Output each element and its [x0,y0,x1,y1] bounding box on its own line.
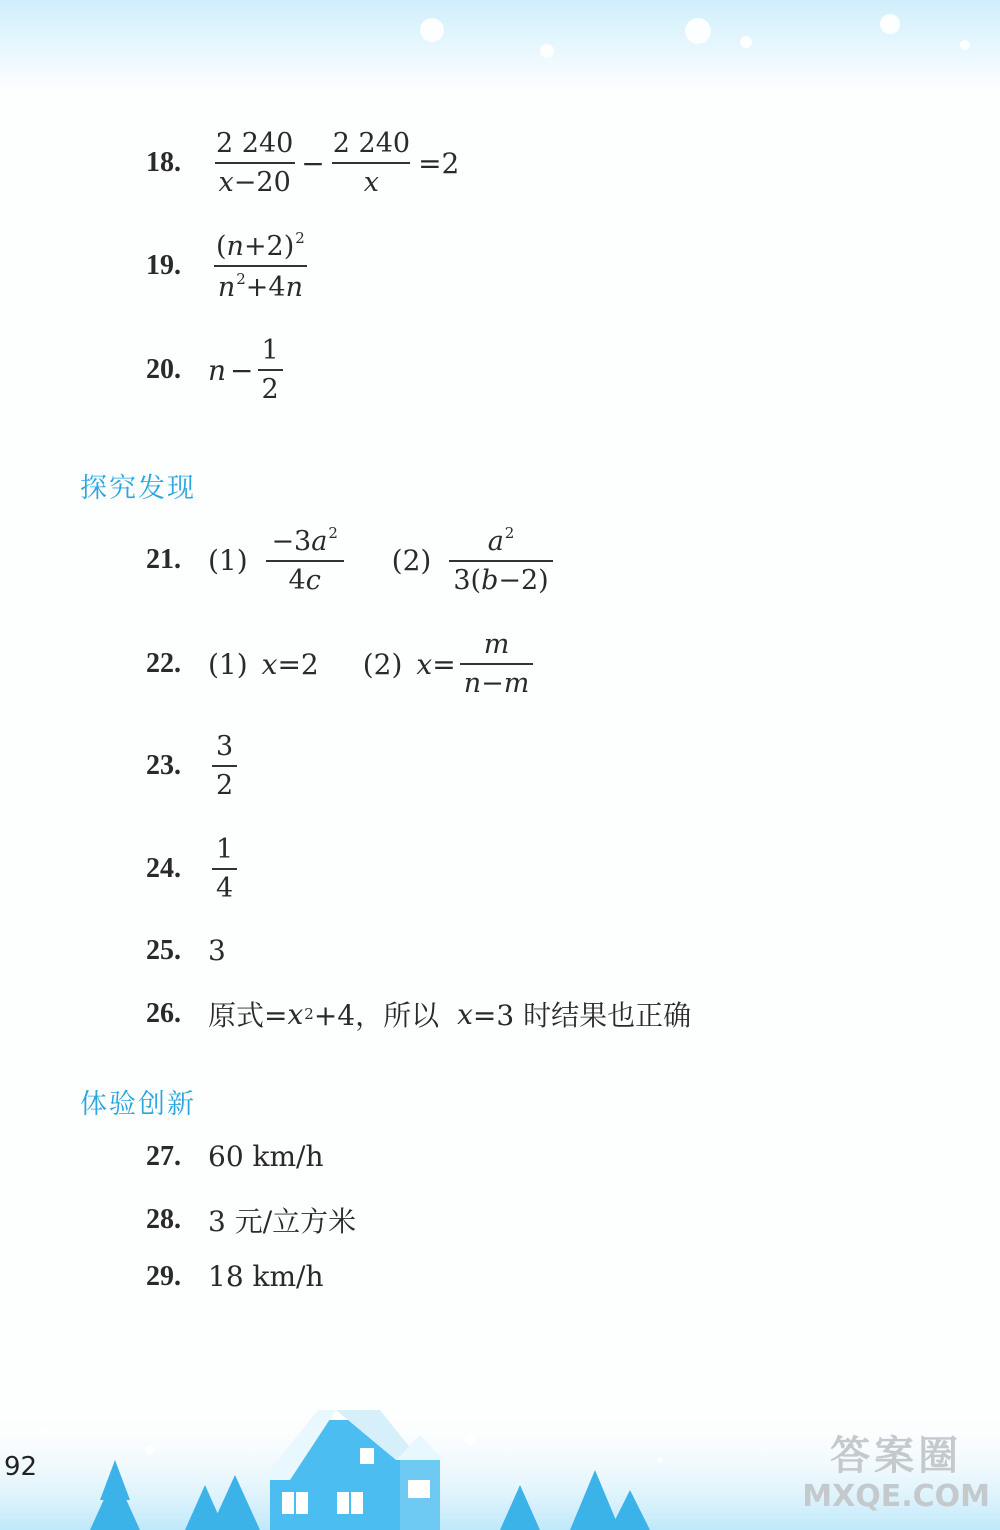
fraction [266,526,344,594]
watermark-logo [802,1433,990,1514]
fraction [460,631,534,697]
exponent: 2 [504,524,515,542]
fraction [212,836,237,902]
question-number: 29. [146,1260,181,1292]
operator: − [230,353,254,387]
variable: a [487,526,504,557]
answer-text: +4，所以 [313,999,440,1032]
answer-text: 原式= [208,999,288,1032]
answer-text: 3 [208,934,226,967]
snowflake-decoration [960,40,970,50]
variable: a [311,526,328,557]
question-number: 28. [146,1204,181,1235]
part-label: (1) [208,647,248,681]
question-number: 27. [146,1140,181,1172]
numerator: m [483,629,510,660]
term: −2) [498,565,549,596]
variable: n [208,353,227,387]
term: 4 [288,565,306,596]
snowflake-decoration [880,14,900,34]
paren: ( [216,231,227,262]
fraction [212,733,237,799]
question-number: 26. [146,998,181,1029]
term: −20 [233,167,291,198]
term: +2) [243,231,295,262]
answer-29 [146,1260,324,1293]
answer-27 [146,1140,324,1173]
snowflake-decoration [740,36,752,48]
answer-text: 18 km/h [208,1260,324,1293]
part-label: (2) [362,647,403,681]
answer-text: 60 km/h [208,1140,324,1173]
snowflake-decoration [540,44,554,58]
denominator: 4 [212,868,237,902]
fraction [329,130,414,196]
variable: x [457,997,473,1031]
fraction [212,231,309,301]
numerator [212,231,309,265]
denominator [215,162,295,196]
page-number: 92 [4,1452,38,1482]
answer-20 [146,337,287,403]
watermark-title: 答案圈 [830,1433,963,1479]
question-number: 18. [146,147,181,178]
answer-21 [146,526,557,594]
answer-24 [146,836,241,902]
question-number: 25. [146,934,181,966]
operator: − [481,668,504,699]
snowflake-decoration [685,18,711,44]
denominator: 2 [258,369,283,403]
variable: x [287,997,304,1031]
answer-28 [146,1200,356,1240]
denominator [449,560,552,594]
denominator [214,265,307,301]
answer-26 [146,994,691,1034]
snowflake-decoration [420,18,444,42]
section-heading-innovate: 体验创新 [80,1089,196,1120]
part-label: (2) [391,543,432,577]
numerator: 2 240 [332,128,411,159]
question-number: 23. [146,750,181,781]
term: 3( [453,565,482,596]
variable: b [481,565,499,596]
section-heading-explore: 探究发现 [80,473,196,504]
exponent: 2 [295,229,305,247]
watermark-url: MXQE.COM [802,1479,990,1514]
operator: = [432,647,456,681]
top-snow-banner [0,0,1000,90]
denominator: 2 [212,765,237,799]
part-label: (1) [208,543,248,577]
answer-18 [146,130,459,196]
answer-25 [146,934,226,967]
variable: n [217,272,236,303]
question-number: 21. [146,544,181,575]
answer-text: =3 时结果也正确 [472,999,692,1032]
answer-22 [146,631,537,697]
question-number: 20. [146,354,181,385]
answer-23 [146,733,241,799]
variable: m [503,668,530,699]
numerator: 1 [216,834,234,865]
answer-text: 3 元/立方米 [208,1205,357,1238]
exponent: 2 [236,270,246,288]
question-number: 24. [146,853,181,884]
numerator: 1 [261,335,279,366]
numerator [484,526,519,560]
denominator: x [332,162,410,196]
fraction [449,526,552,594]
variable: x [261,647,278,681]
numerator: 3 [216,731,234,762]
fraction [212,130,297,196]
exponent: 2 [304,1005,314,1023]
numerator [267,526,341,560]
answer-19 [146,231,313,301]
fraction [258,337,283,403]
equation-rhs: =2 [418,146,460,180]
question-number: 19. [146,250,181,281]
question-number: 22. [146,648,181,679]
numerator: 2 240 [216,128,294,159]
variable: n [463,668,482,699]
denominator [460,663,534,697]
term: −3 [271,526,312,557]
exponent: 2 [328,524,338,542]
denominator [266,560,344,594]
variable: x [416,647,433,681]
variable: n [226,231,244,262]
term: +4 [245,272,286,303]
equation-rhs: =2 [277,647,319,681]
variable: n [285,272,303,303]
variable: c [305,565,321,596]
variable: x [218,167,234,198]
operator: − [301,146,325,180]
